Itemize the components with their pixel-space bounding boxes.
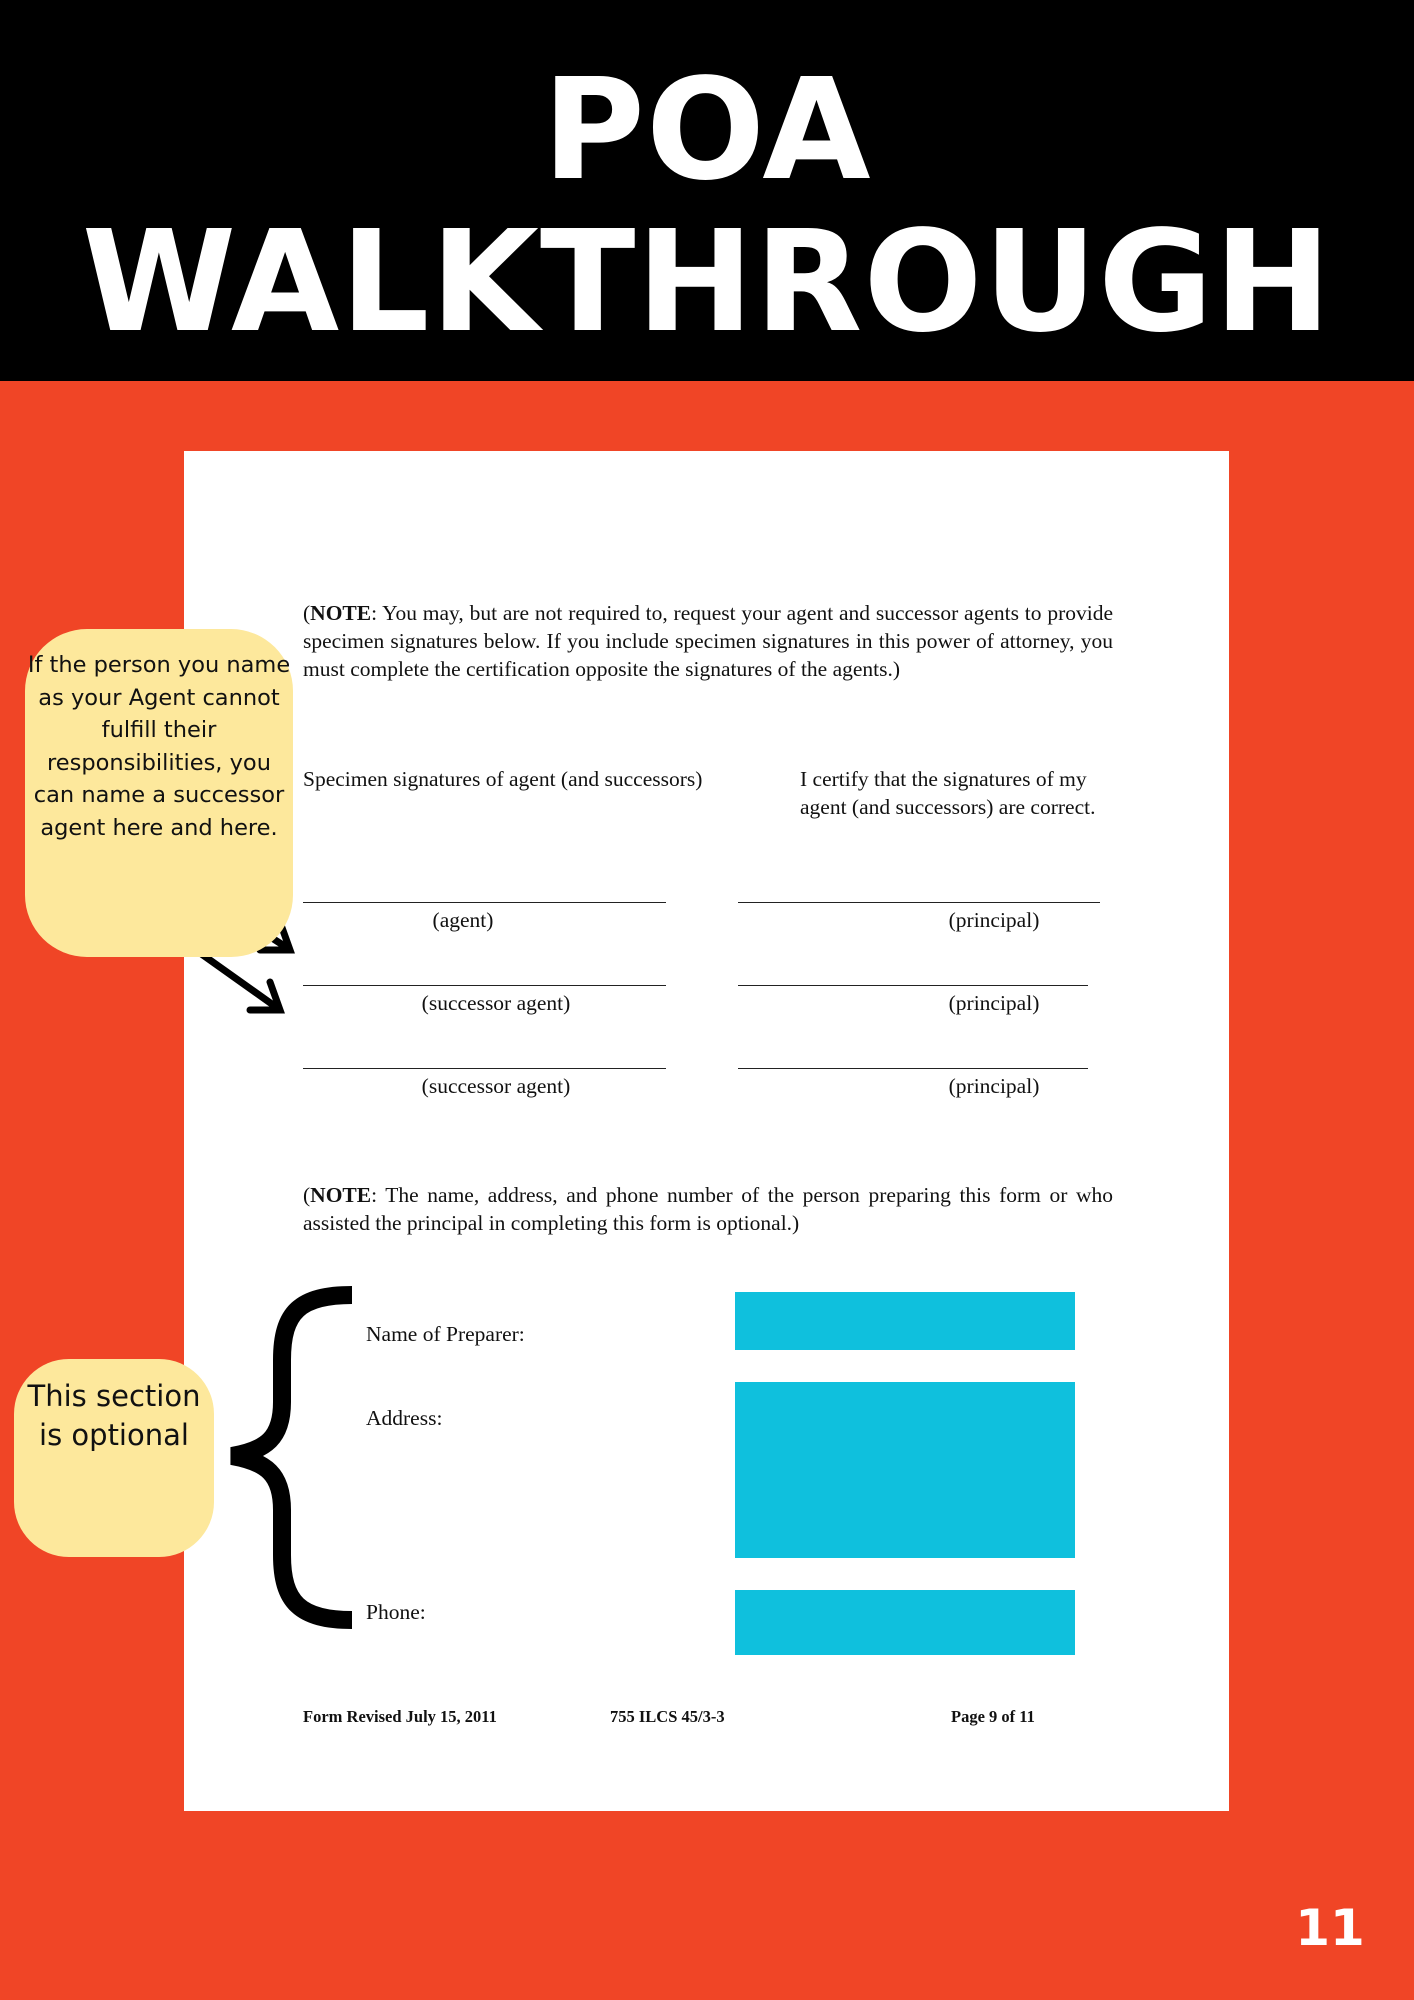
preparer-name-label: Name of Preparer: (366, 1322, 525, 1346)
principal-signature-line[interactable] (738, 985, 1088, 986)
note-text: : The name, address, and phone number of the person preparing this form or who assisted the principal in completing this form is optional.) (303, 1183, 1113, 1235)
statute-reference: 755 ILCS 45/3-3 (610, 1707, 725, 1726)
principal-caption: (principal) (948, 908, 1040, 932)
form-page (184, 451, 1229, 1811)
agent-signature-line[interactable] (303, 902, 666, 903)
principal-caption: (principal) (948, 991, 1040, 1015)
principal-signature-line[interactable] (738, 902, 1100, 903)
page-title-line-1: POA (542, 49, 872, 212)
header-banner (0, 0, 1414, 381)
agent-caption: (agent) (432, 908, 494, 932)
successor-agent-caption: (successor agent) (421, 1074, 571, 1098)
specimen-signatures-label: Specimen signatures of agent (and successors) (303, 767, 703, 791)
principal-signature-line[interactable] (738, 1068, 1088, 1069)
preparer-phone-label: Phone: (366, 1600, 426, 1624)
note-text: : You may, but are not required to, request your agent and successor agents to provide specimen signatures below. If you include specimen signatures in this power of attorney, you must complete the certification opposite the signatures of the agents.) (303, 601, 1113, 681)
preparer-note: (NOTE: The name, address, and phone number of the person preparing this form or who assisted the principal in completing this form is optional.) (303, 1183, 1113, 1235)
successor-agent-callout: If the person you name as your Agent cannot fulfill their responsibilities, you can name a successor agent here and here. (25, 629, 293, 957)
successor-agent-signature-line[interactable] (303, 1068, 666, 1069)
principal-caption: (principal) (948, 1074, 1040, 1098)
preparer-phone-field[interactable] (735, 1590, 1075, 1655)
successor-agent-caption: (successor agent) (421, 991, 571, 1015)
specimen-note: (NOTE: You may, but are not required to, request your agent and successor agents to provide specimen signatures below. If you include specimen signatures in this power of attorney, you must complete the certification opposite the signatures of the agents.) (303, 601, 1113, 681)
note-bold: NOTE (310, 601, 372, 625)
certify-label: I certify that the signatures of my agent (and successors) are correct. (800, 767, 1096, 819)
preparer-address-field[interactable] (735, 1382, 1075, 1558)
form-revised-date: Form Revised July 15, 2011 (303, 1707, 497, 1726)
successor-agent-signature-line[interactable] (303, 985, 666, 986)
page-number: 11 (1295, 1899, 1365, 1957)
preparer-address-label: Address: (366, 1406, 443, 1430)
optional-section-callout: This section is optional (14, 1359, 214, 1557)
note-bold: NOTE (310, 1183, 372, 1207)
page-of-count: Page 9 of 11 (951, 1707, 1035, 1726)
page-title-line-2: WALKTHROUGH (81, 201, 1333, 364)
preparer-name-field[interactable] (735, 1292, 1075, 1350)
